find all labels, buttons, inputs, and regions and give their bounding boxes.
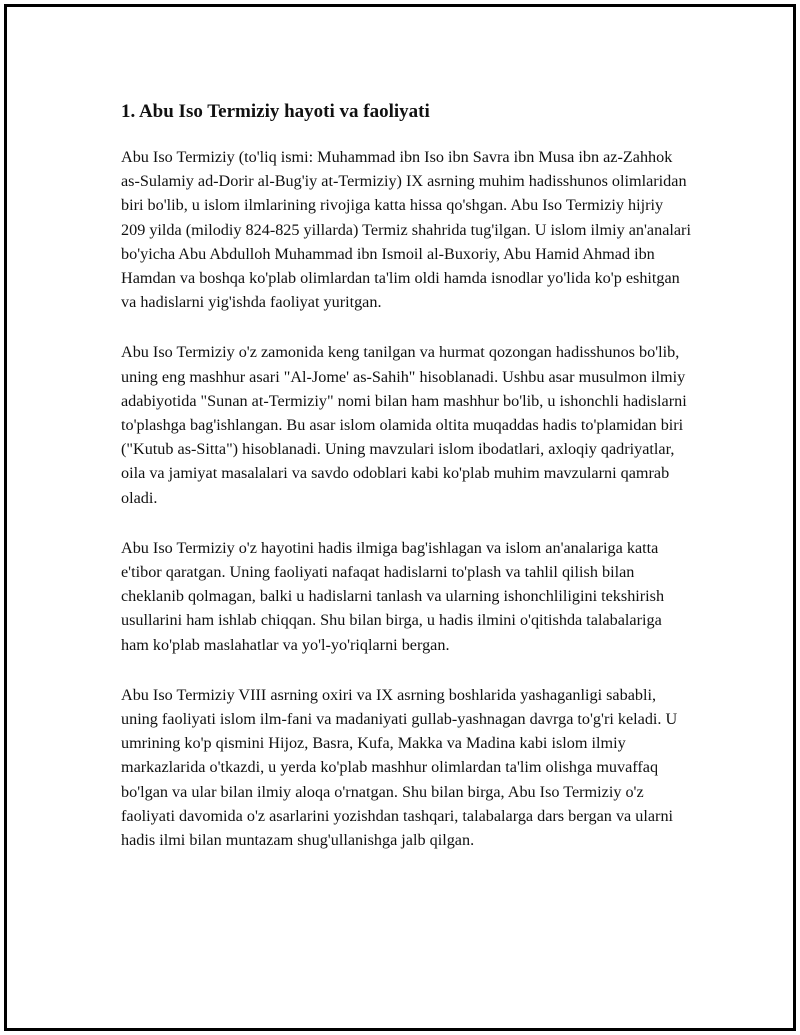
paragraph-3: Abu Iso Termiziy o'z hayotini hadis ilmiga bag'ishlagan va islom an'analariga katta e'tibor qaratgan. Uning faoliyati nafaqat hadislarni to'plash va tahlil qilish bilan cheklanib qolmagan, balki u hadislarni tanlash va ularning ishonchliligini tekshirish usullarini ham ishlab chiqqan. Shu bilan birga, u hadis ilmini o'qitishda talabalariga ham ko'plab maslahatlar va yo'l-yo'riqlarni bergan. [121,538,665,654]
section-heading: 1. Abu Iso Termiziy hayoti va faoliyati [121,101,430,122]
paragraph-1: Abu Iso Termiziy (to'liq ismi: Muhammad ibn Iso ibn Savra ibn Musa ibn az-Zahhok as-Sulamiy ad-Dorir al-Bug'iy at-Termiziy) IX asrning muhim hadisshunos olimlaridan biri bo'lib, u islom ilmlarining rivojiga katta hissa qo'shgan. Abu Iso Termiziy hijriy 209 yilda (milodiy 824-825 yillarda) Termiz shahrida tug'ilgan. U islom ilmiy an'analari bo'yicha Abu Abdulloh Muhammad ibn Ismoil al-Buxoriy, Abu Hamid Ahmad ibn Hamdan va boshqa ko'plab olimlardan ta'lim oldi hamda isnodlar yo'lida ko'p eshitgan va hadislarni yig'ishda faoliyat yuritgan. [121,148,691,312]
document-body [121,99,691,878]
page-frame [4,4,796,1031]
paragraph-4: Abu Iso Termiziy VIII asrning oxiri va IX asrning boshlarida yashaganligi sababli, uning faoliyati islom ilm-fani va madaniyati gullab-yashnagan davrga to'g'ri keladi. U umrining ko'p qismini Hijoz, Basra, Kufa, Makka va Madina kabi islom ilmiy markazlarida o'tkazdi, u yerda ko'plab mashhur olimlardan ta'lim olishga muvaffaq bo'lgan va ular bilan ilmiy aloqa o'rnatgan. Shu bilan birga, Abu Iso Termiziy o'z faoliyati davomida o'z asarlarini yozishdan tashqari, talabalarga dars bergan va ularni hadis ilmi bilan muntazam shug'ullanishga jalb qilgan. [121,685,678,850]
paragraph-2: Abu Iso Termiziy o'z zamonida keng tanilgan va hurmat qozongan hadisshunos bo'lib, uning eng mashhur asari "Al-Jome' as-Sahih" hisoblanadi. Ushbu asar musulmon ilmiy adabiyotida "Sunan at-Termiziy" nomi bilan ham mashhur bo'lib, u ishonchli hadislarni to'plashga bag'ishlangan. Bu asar islom olamida oltita muqaddas hadis to'plamidan biri ("Kutub as-Sitta") hisoblanadi. Uning mavzulari islom ibodatlari, axloqiy qadriyatlar, oila va jamiyat masalalari va savdo odoblari kabi ko'plab muhim mavzularni qamrab oladi. [121,343,687,507]
